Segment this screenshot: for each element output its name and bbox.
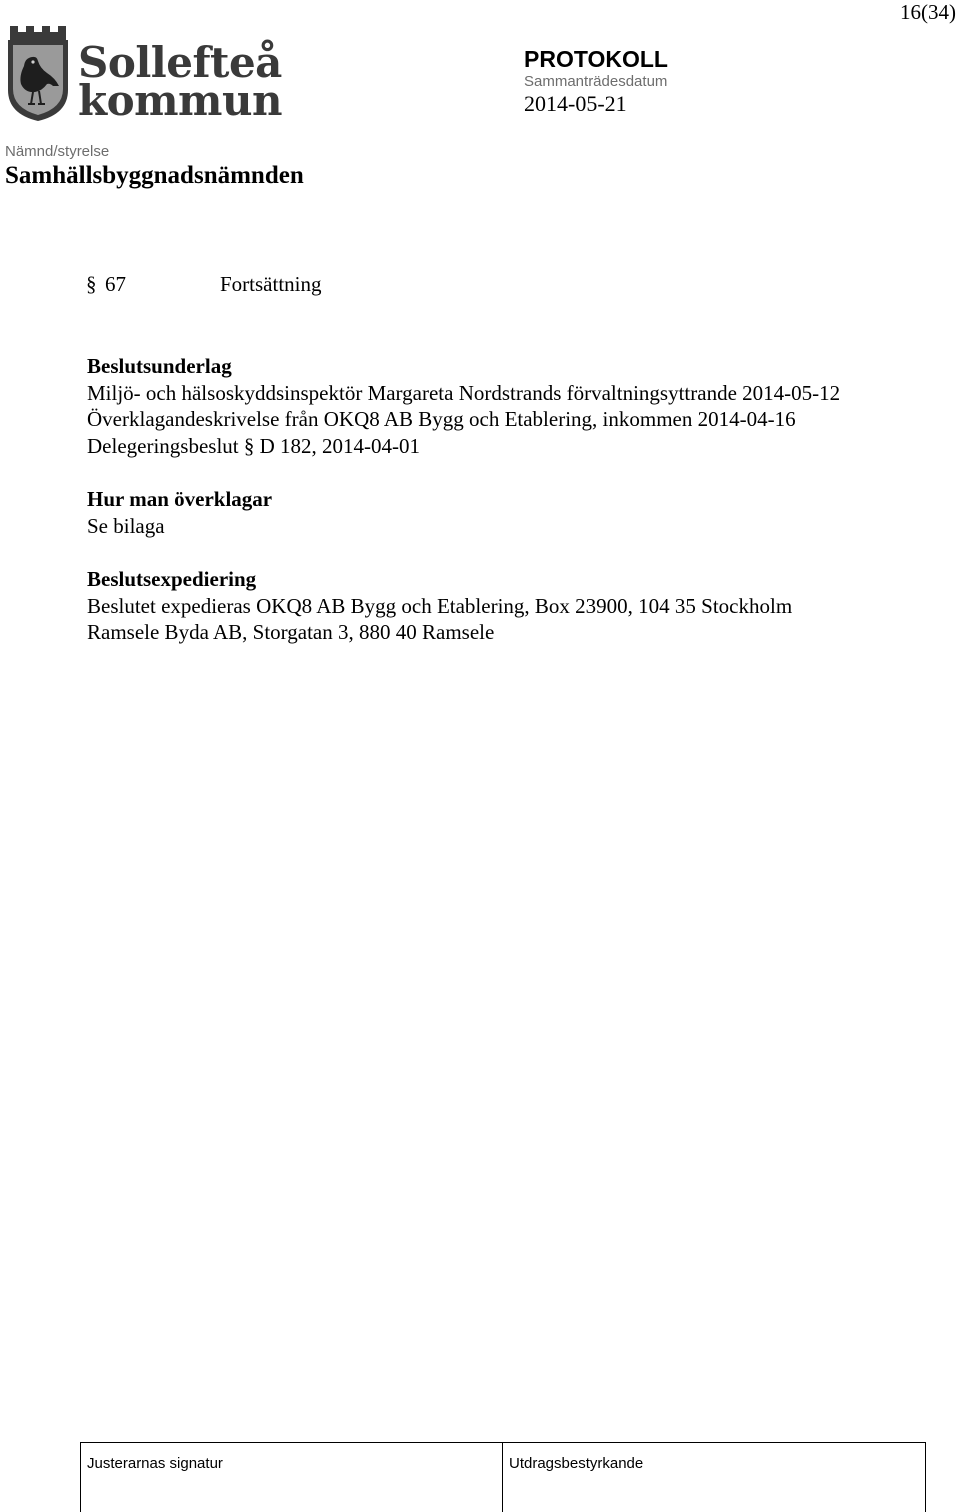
appeal-heading: Hur man överklagar [87,487,273,511]
document-type: PROTOKOLL [524,46,668,72]
board-name: Samhällsbyggnadsnämnden [5,162,304,189]
signature-table [80,1442,926,1512]
paragraph-title: Fortsättning [220,272,322,296]
paragraph-sign: § [86,272,97,296]
basis-line: Delegeringsbeslut § D 182, 2014-04-01 [87,433,421,458]
dispatch-heading: Beslutsexpediering [87,567,257,591]
signature-label: Justerarnas signatur [87,1455,223,1472]
meeting-date-label: Sammanträdesdatum [524,73,668,90]
certification-label: Utdragsbestyrkande [509,1455,644,1472]
dispatch-line: Beslutet expedieras OKQ8 AB Bygg och Etablering, Box 23900, 104 35 Stockholm [87,593,793,618]
municipality-logo [4,20,283,125]
document-body [87,353,947,646]
board-label: Nämnd/styrelse [5,143,110,160]
appeal-text: Se bilaga [87,513,165,538]
basis-line: Miljö- och hälsoskyddsinspektör Margareta Nordstrands förvaltningsyttrande 2014-05-12 [87,380,841,405]
basis-line: Överklagandeskrivelse från OKQ8 AB Bygg och Etablering, inkommen 2014-04-16 [87,407,796,431]
logo-text-line2: kommun [78,76,283,125]
signature-divider [502,1443,503,1512]
meeting-date: 2014-05-21 [524,91,627,116]
dispatch-line: Ramsele Byda AB, Storgatan 3, 880 40 Ramsele [87,620,495,644]
paragraph-number: 67 [105,272,126,296]
coat-of-arms-icon [4,20,72,122]
page-number: 16(34) [900,0,956,24]
logo-text-line1: Sollefteå [78,38,282,87]
basis-heading: Beslutsunderlag [87,354,232,378]
